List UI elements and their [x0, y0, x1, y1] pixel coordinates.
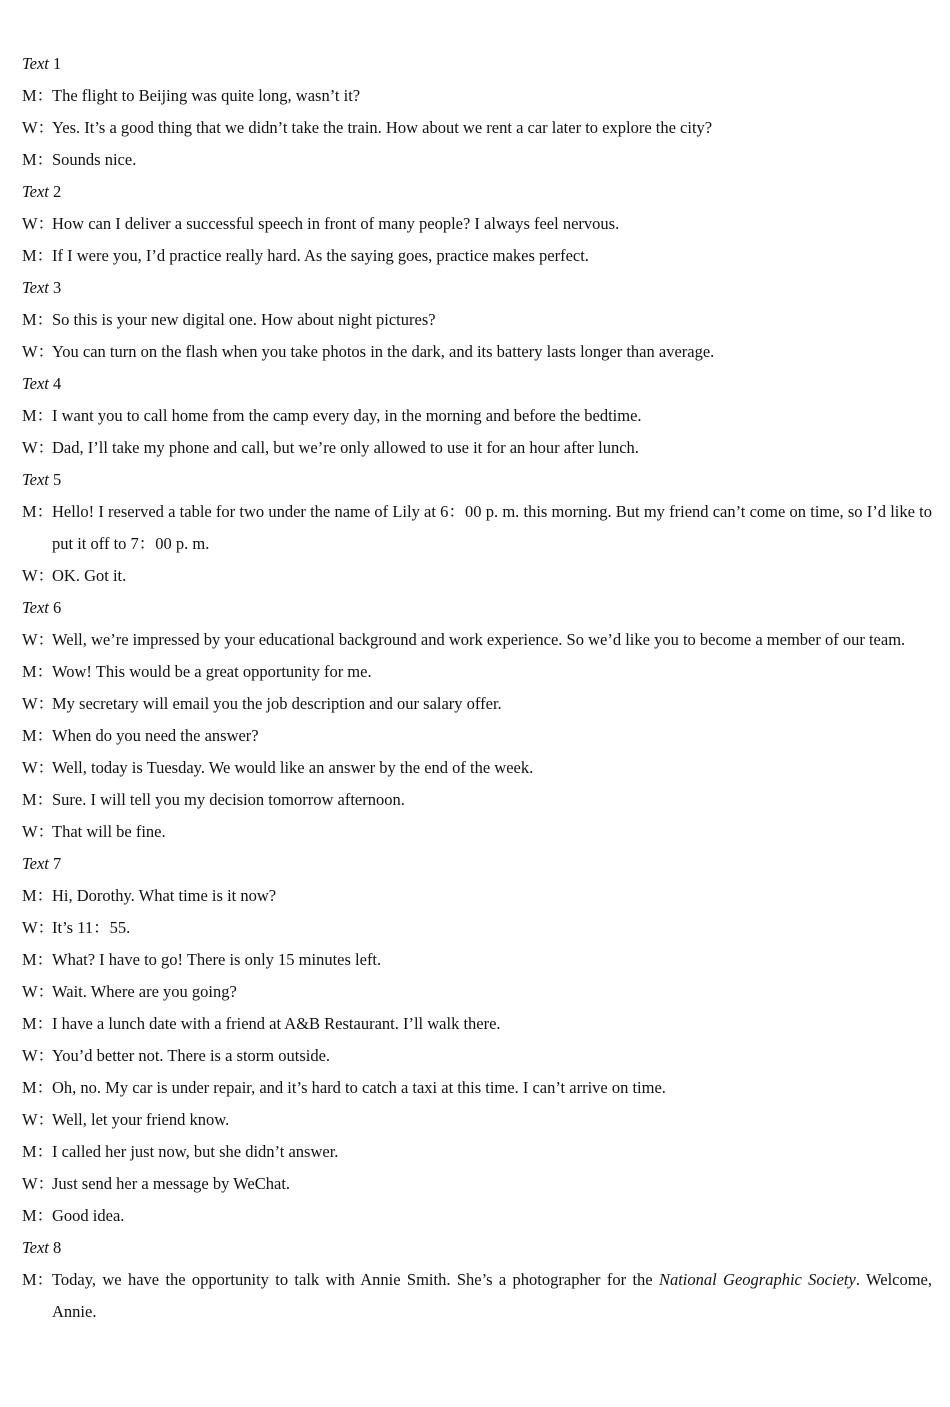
speaker: W： [22, 982, 55, 1001]
utterance-text: You can turn on the flash when you take photos in the dark, and its battery lasts longer than average. [52, 342, 715, 361]
section-number: 5 [53, 470, 62, 489]
dialogue-line [22, 560, 932, 592]
speaker: M： [22, 886, 54, 905]
section-number: 4 [53, 374, 62, 393]
section-heading [22, 592, 932, 624]
utterance-text: That will be fine. [52, 822, 166, 841]
dialogue-line [22, 720, 932, 752]
section-number: 7 [53, 854, 62, 873]
utterance-text: The flight to Beijing was quite long, wasn’t it? [52, 86, 361, 105]
speaker: W： [22, 438, 55, 457]
section-heading [22, 368, 932, 400]
utterance-text: Just send her a message by WeChat. [52, 1174, 291, 1193]
dialogue-line [22, 400, 932, 432]
dialogue-line [22, 624, 932, 656]
utterance-text: Hello! I reserved a table for two under the name of Lily at 6：00 p. m. this morning. But my friend can’t come on time, so I’d like to put it off to 7：00 p. m. [52, 502, 932, 553]
utterance-text: What? I have to go! There is only 15 minutes left. [52, 950, 382, 969]
dialogue-line [22, 208, 932, 240]
speaker: M： [22, 1270, 54, 1289]
speaker: W： [22, 1110, 55, 1129]
speaker: W： [22, 758, 55, 777]
speaker: M： [22, 310, 54, 329]
utterance-text: How can I deliver a successful speech in front of many people? I always feel nervous. [52, 214, 620, 233]
utterance-text: You’d better not. There is a storm outside. [52, 1046, 331, 1065]
speaker: W： [22, 1174, 55, 1193]
dialogue-line [22, 336, 932, 368]
section-number: 2 [53, 182, 62, 201]
speaker: M： [22, 1078, 54, 1097]
utterance-text: Hi, Dorothy. What time is it now? [52, 886, 277, 905]
dialogue-line [22, 1040, 932, 1072]
dialogue-line [22, 80, 932, 112]
speaker: M： [22, 246, 54, 265]
utterance-text-part: Today, we have the opportunity to talk with Annie Smith. She’s a photographer for the [52, 1270, 659, 1289]
speaker: M： [22, 406, 54, 425]
section-heading [22, 48, 932, 80]
utterance-text: Wow! This would be a great opportunity for me. [52, 662, 372, 681]
utterance-text-part: . Welcome, Annie. [52, 1270, 933, 1321]
section-label: Text [22, 278, 49, 297]
speaker: M： [22, 726, 54, 745]
utterance-text-8-m [22, 1264, 932, 1328]
utterance-text: So this is your new digital one. How about night pictures? [52, 310, 436, 329]
speaker: W： [22, 918, 55, 937]
utterance-text: Yes. It’s a good thing that we didn’t take the train. How about we rent a car later to explore the city? [52, 118, 713, 137]
dialogue-line [22, 912, 932, 944]
dialogue-line [22, 1136, 932, 1168]
dialogue-line [22, 1104, 932, 1136]
utterance-text: When do you need the answer? [52, 726, 259, 745]
dialogue-line [22, 1072, 932, 1104]
section-number: 6 [53, 598, 62, 617]
section-heading [22, 272, 932, 304]
speaker: M： [22, 150, 54, 169]
utterance-text: If I were you, I’d practice really hard. As the saying goes, practice makes perfect. [52, 246, 589, 265]
speaker: W： [22, 630, 55, 649]
utterance-text: Wait. Where are you going? [52, 982, 237, 1001]
utterance-text: Oh, no. My car is under repair, and it’s hard to catch a taxi at this time. I can’t arrive on time. [52, 1078, 666, 1097]
utterance-text: It’s 11：55. [52, 918, 131, 937]
speaker: W： [22, 822, 55, 841]
speaker: W： [22, 694, 55, 713]
speaker: W： [22, 214, 55, 233]
speaker: M： [22, 1142, 54, 1161]
speaker: M： [22, 1014, 54, 1033]
dialogue-line [22, 656, 932, 688]
utterance-text: Well, we’re impressed by your educational background and work experience. So we’d like you to become a member of our team. [52, 630, 906, 649]
dialogue-line [22, 976, 932, 1008]
section-label: Text [22, 470, 49, 489]
publication-name: National Geographic Society [658, 1270, 856, 1289]
utterance-text: OK. Got it. [52, 566, 127, 585]
dialogue-line [22, 112, 932, 144]
section-label: Text [22, 182, 49, 201]
section-label: Text [22, 374, 49, 393]
section-label: Text [22, 598, 49, 617]
utterance-text: Sure. I will tell you my decision tomorrow afternoon. [52, 790, 405, 809]
speaker: M： [22, 662, 54, 681]
dialogue-line [22, 784, 932, 816]
section-heading [22, 176, 932, 208]
dialogue-line [22, 1168, 932, 1200]
dialogue-line [22, 688, 932, 720]
dialogue-line [22, 1008, 932, 1040]
speaker: W： [22, 1046, 55, 1065]
section-number: 1 [53, 54, 62, 73]
utterance-text: Well, today is Tuesday. We would like an answer by the end of the week. [52, 758, 534, 777]
section-heading [22, 1232, 932, 1264]
utterance-text: Dad, I’ll take my phone and call, but we’re only allowed to use it for an hour after lunch. [52, 438, 639, 457]
dialogue-line [22, 1200, 932, 1232]
dialogue-line [22, 880, 932, 912]
dialogue-line [22, 816, 932, 848]
dialogue-line [22, 432, 932, 464]
speaker: M： [22, 950, 54, 969]
speaker: W： [22, 566, 55, 585]
speaker: W： [22, 118, 55, 137]
section-heading [22, 464, 932, 496]
utterance-text [52, 1264, 932, 1328]
section-label: Text [22, 854, 49, 873]
dialogue-line [22, 304, 932, 336]
section-number: 3 [53, 278, 62, 297]
transcript [22, 48, 932, 1328]
section-heading [22, 848, 932, 880]
section-label: Text [22, 54, 49, 73]
dialogue-line [22, 240, 932, 272]
utterance-text: I called her just now, but she didn’t answer. [52, 1142, 339, 1161]
utterance-text: I want you to call home from the camp every day, in the morning and before the bedtime. [52, 406, 642, 425]
speaker: M： [22, 1206, 54, 1225]
speaker: M： [22, 502, 54, 521]
dialogue-line [22, 944, 932, 976]
utterance-text: Good idea. [52, 1206, 125, 1225]
utterance-text: Well, let your friend know. [52, 1110, 230, 1129]
dialogue-line [22, 496, 932, 560]
utterance-text: I have a lunch date with a friend at A&B Restaurant. I’ll walk there. [52, 1014, 501, 1033]
utterance-text: My secretary will email you the job description and our salary offer. [52, 694, 502, 713]
utterance-text: Sounds nice. [52, 150, 137, 169]
section-number: 8 [53, 1238, 62, 1257]
speaker: M： [22, 86, 54, 105]
section-label: Text [22, 1238, 49, 1257]
speaker: M： [22, 790, 54, 809]
dialogue-line [22, 752, 932, 784]
speaker: W： [22, 342, 55, 361]
dialogue-line [22, 144, 932, 176]
